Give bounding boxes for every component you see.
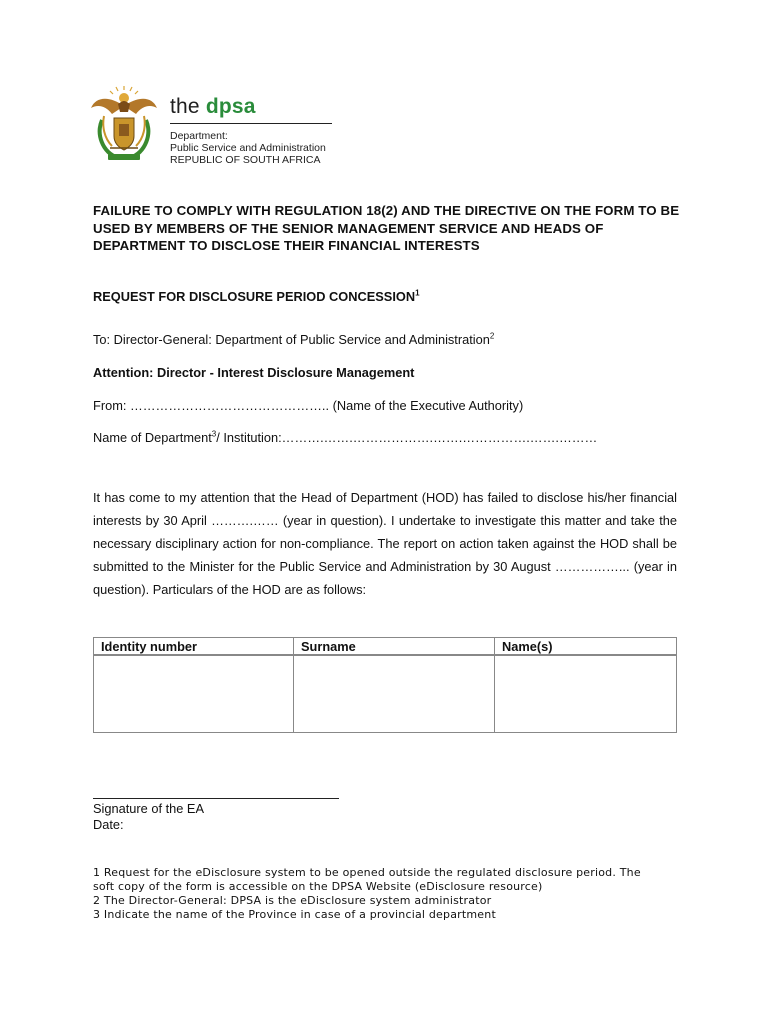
date-label: Date: <box>93 817 124 832</box>
brand-name: the dpsa <box>170 95 256 118</box>
footnote: 1 Request for the eDisclosure system to be opened outside the regulated disclosure period. The soft copy of the form is accessible on the DPSA Website (eDisclosure resource) <box>93 866 641 893</box>
brand-dept-line: REPUBLIC OF SOUTH AFRICA <box>170 154 321 166</box>
column-header-names: Name(s) <box>495 638 677 656</box>
column-header-surname: Surname <box>294 638 495 656</box>
names-cell[interactable] <box>495 655 677 733</box>
identity-cell[interactable] <box>94 655 294 733</box>
brand-divider <box>170 123 332 124</box>
table-header-row <box>94 638 677 656</box>
table-row <box>94 655 677 733</box>
brand-dept-line: Department: <box>170 130 228 142</box>
body-paragraph: It has come to my attention that the Head of Department (HOD) has failed to disclose his/her financial interests by 30 April ……….…… (year in question). I undertake to investigate this matter and take the necessary disciplinary action for non-compliance. The report on action taken against the HOD shall be submitted to the Minister for the Public Service and Administration by 30 August ……………... (year in question). Particulars of the HOD are as follows: <box>93 490 677 598</box>
attention-line: Attention: Director - Interest Disclosure Management <box>93 365 415 380</box>
document-title: FAILURE TO COMPLY WITH REGULATION 18(2) AND THE DIRECTIVE ON THE FORM TO BE USED BY MEMBERS OF THE SENIOR MANAGEMENT SERVICE AND HEADS OF DEPARTMENT TO DISCLOSE THEIR FINANCIAL INTERESTS <box>93 203 680 253</box>
footnote-ref: 2 <box>489 331 495 341</box>
from-field: From: ……………………………………….. (Name of the Executive Authority) <box>93 398 524 413</box>
footnote: 3 Indicate the name of the Province in case of a provincial department <box>93 908 496 921</box>
department-field: Name of Department$^3$/ Institution:……….…….……………….…….…………….…….……… <box>93 429 598 445</box>
footnotes <box>93 866 653 922</box>
hod-particulars-table <box>93 637 677 733</box>
surname-cell[interactable] <box>294 655 495 733</box>
dpsa-logo <box>170 96 335 166</box>
footnote-ref: 1 <box>415 288 420 298</box>
coat-of-arms-icon <box>88 86 160 166</box>
brand-department <box>170 130 335 166</box>
footnote: 2 The Director-General: DPSA is the eDisclosure system administrator <box>93 894 492 907</box>
signature-label: Signature of the EA <box>93 801 204 816</box>
form-subtitle: REQUEST FOR DISCLOSURE PERIOD CONCESSION$^1$ <box>93 288 420 304</box>
to-line: To: Director-General: Department of Public Service and Administration$^2$ <box>93 331 495 347</box>
column-header-identity: Identity number <box>94 638 294 656</box>
signature-line <box>93 798 339 799</box>
brand-dept-line: Public Service and Administration <box>170 142 326 154</box>
footnote-ref: 3 <box>211 429 217 439</box>
